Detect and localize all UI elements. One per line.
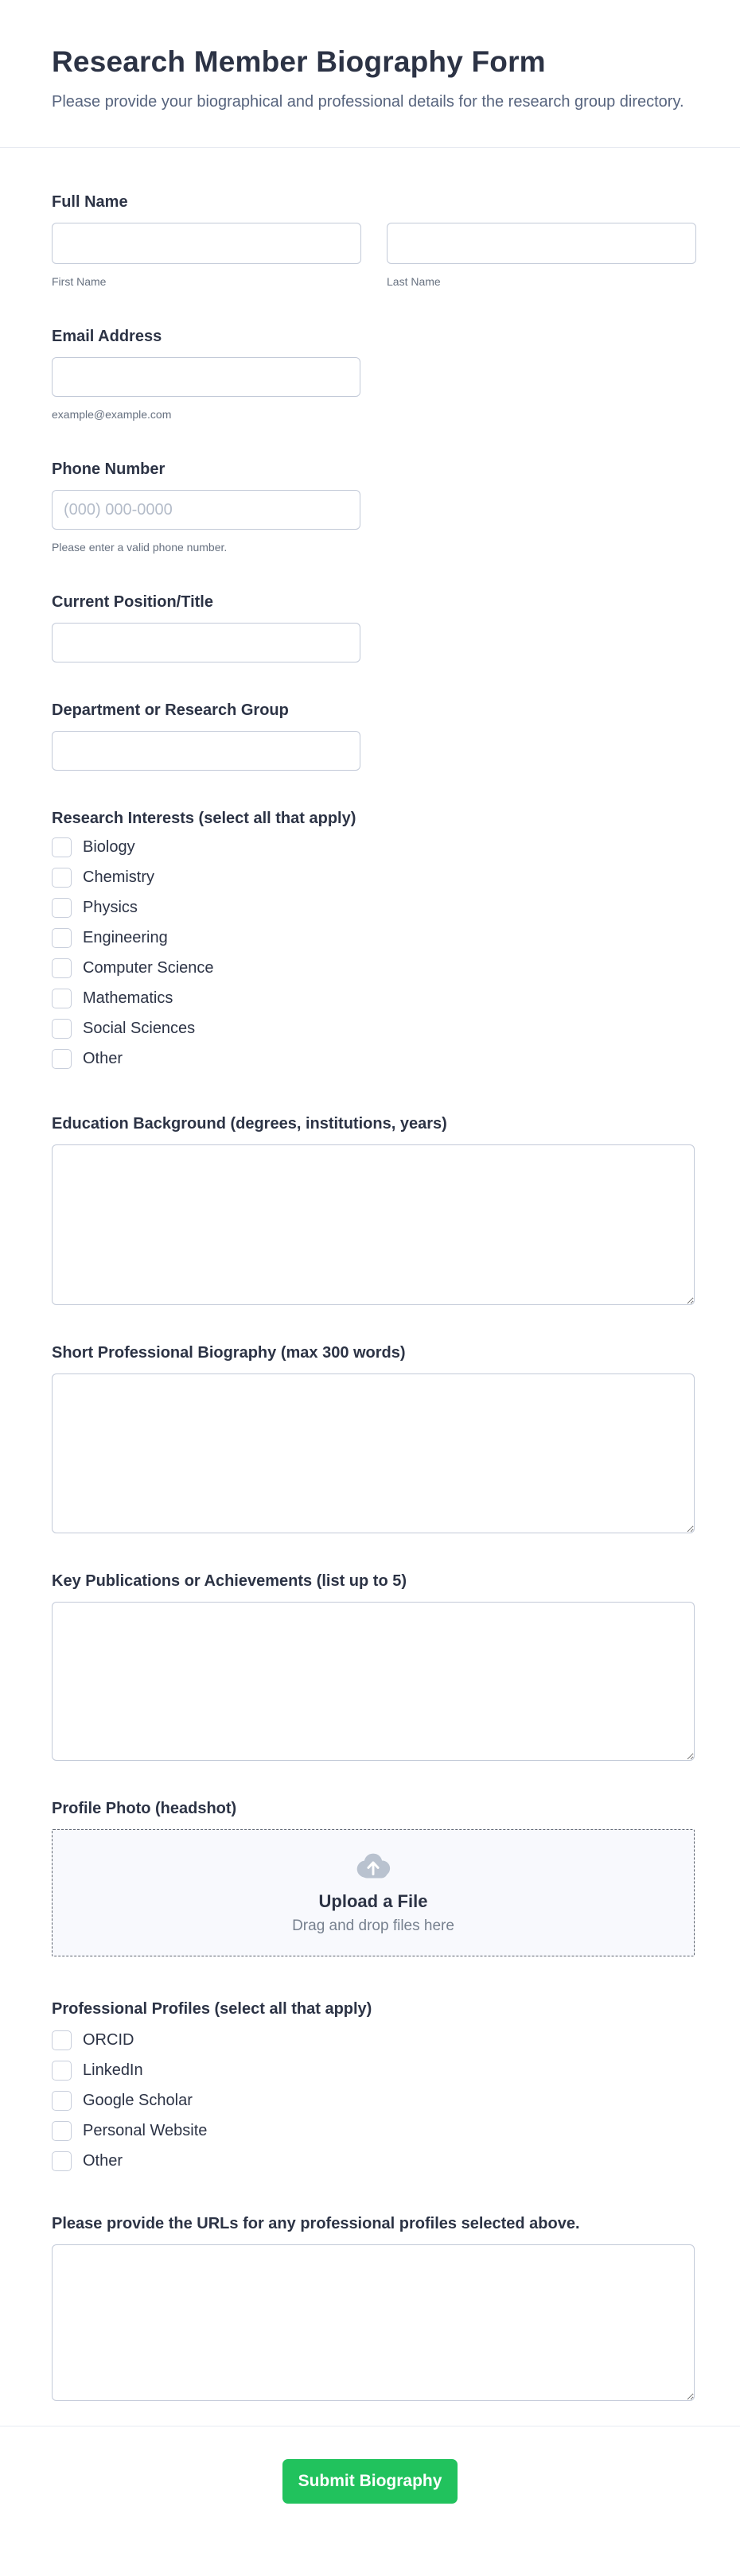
field-department bbox=[52, 699, 696, 771]
option-engineering[interactable]: Engineering bbox=[52, 928, 696, 948]
option-personal-website[interactable]: Personal Website bbox=[52, 2121, 696, 2141]
option-other-profile[interactable]: Other bbox=[52, 2151, 696, 2171]
field-research-interests bbox=[52, 807, 696, 1069]
last-name-input[interactable] bbox=[387, 223, 696, 264]
checkbox[interactable] bbox=[52, 2030, 72, 2050]
biography-textarea[interactable] bbox=[52, 1373, 695, 1533]
education-textarea[interactable] bbox=[52, 1144, 695, 1305]
option-biology[interactable]: Biology bbox=[52, 837, 696, 857]
checkbox[interactable] bbox=[52, 2091, 72, 2111]
upload-hint: Drag and drop files here bbox=[292, 1917, 454, 1934]
field-full-name bbox=[52, 191, 696, 289]
option-mathematics[interactable]: Mathematics bbox=[52, 989, 696, 1008]
option-orcid[interactable]: ORCID bbox=[52, 2030, 696, 2050]
option-physics[interactable]: Physics bbox=[52, 898, 696, 918]
checkbox[interactable] bbox=[52, 1019, 72, 1039]
email-hint: example@example.com bbox=[52, 408, 172, 421]
checkbox[interactable] bbox=[52, 2121, 72, 2141]
form-subtitle: Please provide your biographical and professional details for the research group directory. bbox=[52, 93, 684, 111]
form-body bbox=[0, 148, 740, 2401]
checkbox[interactable] bbox=[52, 2061, 72, 2081]
option-computer-science[interactable]: Computer Science bbox=[52, 958, 696, 978]
field-profile-urls bbox=[52, 2213, 696, 2401]
option-linkedin[interactable]: LinkedIn bbox=[52, 2061, 696, 2081]
full-name-label: Full Name bbox=[52, 193, 128, 211]
email-input[interactable] bbox=[52, 357, 360, 397]
research-interests-group bbox=[52, 837, 696, 1069]
field-email bbox=[52, 325, 696, 422]
field-phone bbox=[52, 458, 696, 554]
checkbox[interactable] bbox=[52, 837, 72, 857]
form-header bbox=[0, 0, 740, 148]
research-interests-label: Research Interests (select all that apply) bbox=[52, 810, 356, 827]
first-name-col bbox=[52, 223, 361, 289]
department-input[interactable] bbox=[52, 731, 360, 771]
option-social-sciences[interactable]: Social Sciences bbox=[52, 1019, 696, 1039]
cloud-upload-icon bbox=[352, 1851, 394, 1885]
profile-photo-label: Profile Photo (headshot) bbox=[52, 1800, 237, 1817]
checkbox[interactable] bbox=[52, 898, 72, 918]
professional-profiles-label: Professional Profiles (select all that apply) bbox=[52, 2000, 372, 2018]
option-google-scholar[interactable]: Google Scholar bbox=[52, 2091, 696, 2111]
last-name-col bbox=[387, 223, 696, 289]
checkbox[interactable] bbox=[52, 1049, 72, 1069]
education-label: Education Background (degrees, institutions, years) bbox=[52, 1115, 447, 1133]
checkbox[interactable] bbox=[52, 2151, 72, 2171]
department-label: Department or Research Group bbox=[52, 701, 289, 719]
publications-label: Key Publications or Achievements (list up to 5) bbox=[52, 1572, 407, 1590]
field-profile-photo bbox=[52, 1797, 696, 1956]
position-input[interactable] bbox=[52, 623, 360, 662]
submit-button[interactable]: Submit Biography bbox=[282, 2459, 458, 2504]
submit-bar bbox=[0, 2426, 740, 2544]
phone-label: Phone Number bbox=[52, 460, 166, 478]
position-label: Current Position/Title bbox=[52, 593, 213, 611]
email-label: Email Address bbox=[52, 328, 162, 345]
professional-profiles-group bbox=[52, 2030, 696, 2171]
page-title: Research Member Biography Form bbox=[52, 45, 546, 78]
profile-urls-textarea[interactable] bbox=[52, 2244, 695, 2401]
checkbox[interactable] bbox=[52, 928, 72, 948]
field-biography bbox=[52, 1342, 696, 1533]
checkbox[interactable] bbox=[52, 958, 72, 978]
field-education bbox=[52, 1113, 696, 1305]
option-chemistry[interactable]: Chemistry bbox=[52, 868, 696, 888]
field-publications bbox=[52, 1570, 696, 1761]
first-name-sublabel: First Name bbox=[52, 275, 107, 288]
checkbox[interactable] bbox=[52, 868, 72, 888]
biography-label: Short Professional Biography (max 300 words) bbox=[52, 1344, 406, 1362]
upload-title: Upload a File bbox=[318, 1891, 428, 1911]
phone-hint: Please enter a valid phone number. bbox=[52, 541, 228, 554]
publications-textarea[interactable] bbox=[52, 1602, 695, 1761]
name-row bbox=[52, 223, 696, 289]
file-upload-dropzone[interactable] bbox=[52, 1829, 695, 1956]
option-other-interest[interactable]: Other bbox=[52, 1049, 696, 1069]
phone-input[interactable] bbox=[52, 490, 360, 530]
profile-urls-label: Please provide the URLs for any professional profiles selected above. bbox=[52, 2215, 580, 2232]
checkbox[interactable] bbox=[52, 989, 72, 1008]
field-position bbox=[52, 591, 696, 662]
field-professional-profiles bbox=[52, 1998, 696, 2171]
last-name-sublabel: Last Name bbox=[387, 275, 441, 288]
first-name-input[interactable] bbox=[52, 223, 361, 264]
